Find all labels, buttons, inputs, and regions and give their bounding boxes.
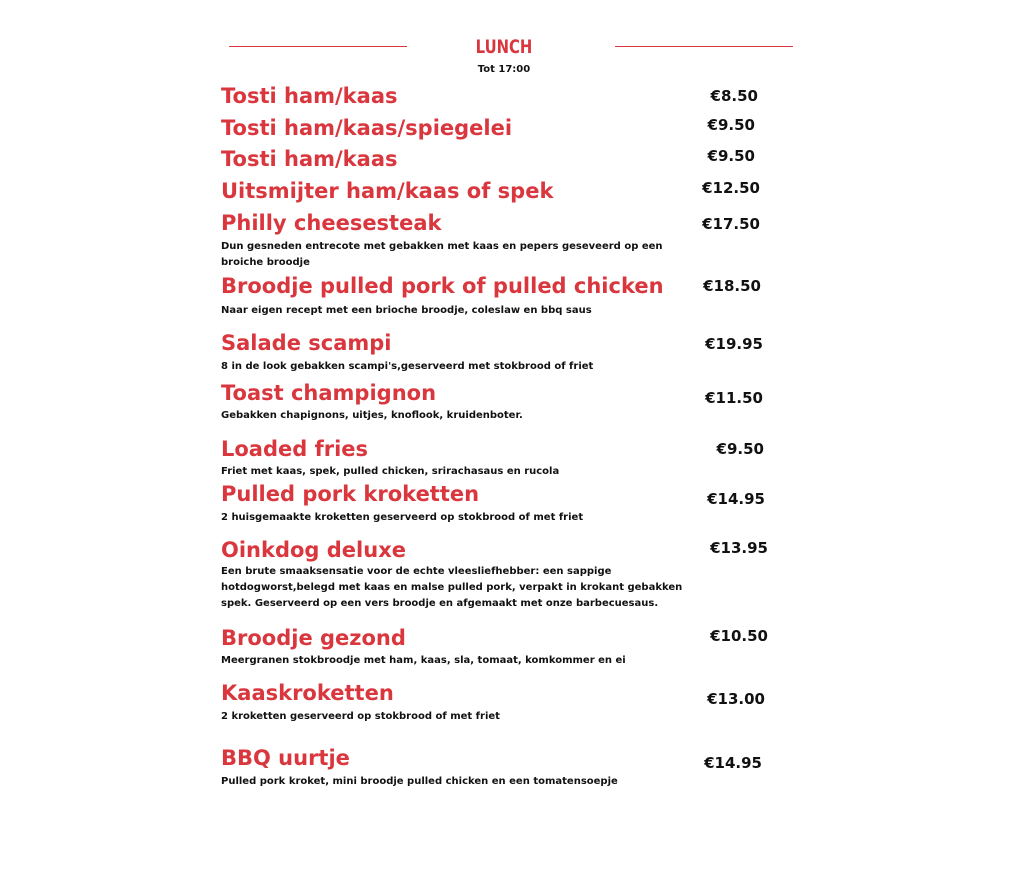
menu-item-description: Dun gesneden entrecote met gebakken met kaas en pepers geseveerd op een broiche broodje [221, 241, 663, 268]
menu-item-name: Loaded fries [221, 437, 369, 461]
menu-item-description: Naar eigen recept met een brioche broodje, coleslaw en bbq saus [221, 305, 592, 316]
menu-item-description: 8 in de look gebakken scampi's,geserveerd met stokbrood of friet [221, 361, 594, 372]
menu-item-description: Een brute smaaksensatie voor de echte vleesliefhebber: een sappige hotdogworst,belegd met kaas en malse pulled pork, verpakt in krokant gebakken spek. Geserveerd op een vers broodje en afgemaakt met onze barbecuesaus. [221, 566, 683, 609]
menu-item-price: €12.50 [702, 179, 760, 197]
menu-item-price: €9.50 [707, 116, 755, 134]
menu-item-name: Salade scampi [221, 331, 392, 355]
menu-item-price: €9.50 [716, 440, 764, 458]
menu-item-name: BBQ uurtje [221, 746, 350, 770]
menu-item-description: Meergranen stokbroodje met ham, kaas, sla, tomaat, komkommer en ei [221, 655, 626, 666]
menu-item-price: €18.50 [703, 277, 761, 295]
menu-item-description: 2 kroketten geserveerd op stokbrood of met friet [221, 711, 500, 722]
menu-item-name: Toast champignon [221, 381, 437, 405]
menu-item-price: €19.95 [705, 335, 763, 353]
menu-item-price: €13.00 [707, 690, 765, 708]
menu-item-price: €14.95 [704, 754, 762, 772]
menu-item-name: Uitsmijter ham/kaas of spek [221, 179, 554, 203]
menu-item-name: Philly cheesesteak [221, 211, 442, 235]
menu-title: LUNCH [475, 36, 533, 58]
menu-item-name: Broodje gezond [221, 626, 406, 650]
menu-item-name: Oinkdog deluxe [221, 538, 406, 562]
menu-item-price: €13.95 [710, 539, 768, 557]
menu-item-description: Friet met kaas, spek, pulled chicken, srirachasaus en rucola [221, 466, 560, 477]
menu-subtitle: Tot 17:00 [477, 64, 531, 75]
menu-item-price: €10.50 [710, 627, 768, 645]
menu-item-name: Tosti ham/kaas [221, 147, 398, 171]
menu-item-description: Pulled pork kroket, mini broodje pulled chicken en een tomatensoepje [221, 776, 618, 787]
menu-item-price: €8.50 [710, 87, 758, 105]
header-divider-right [615, 46, 793, 47]
menu-item-name: Pulled pork kroketten [221, 482, 480, 506]
menu-item-description: Gebakken chapignons, uitjes, knoflook, kruidenboter. [221, 410, 523, 421]
menu-item-name: Tosti ham/kaas [221, 84, 398, 108]
menu-item-price: €17.50 [702, 215, 760, 233]
menu-item-description: 2 huisgemaakte kroketten geserveerd op stokbrood of met friet [221, 512, 584, 523]
menu-item-price: €9.50 [707, 147, 755, 165]
menu-item-name: Kaaskroketten [221, 681, 394, 705]
menu-item-name: Tosti ham/kaas/spiegelei [221, 116, 513, 140]
menu-item-name: Broodje pulled pork of pulled chicken [221, 274, 664, 298]
menu-item-price: €11.50 [705, 389, 763, 407]
menu-item-price: €14.95 [707, 490, 765, 508]
header-divider-left [229, 46, 407, 47]
